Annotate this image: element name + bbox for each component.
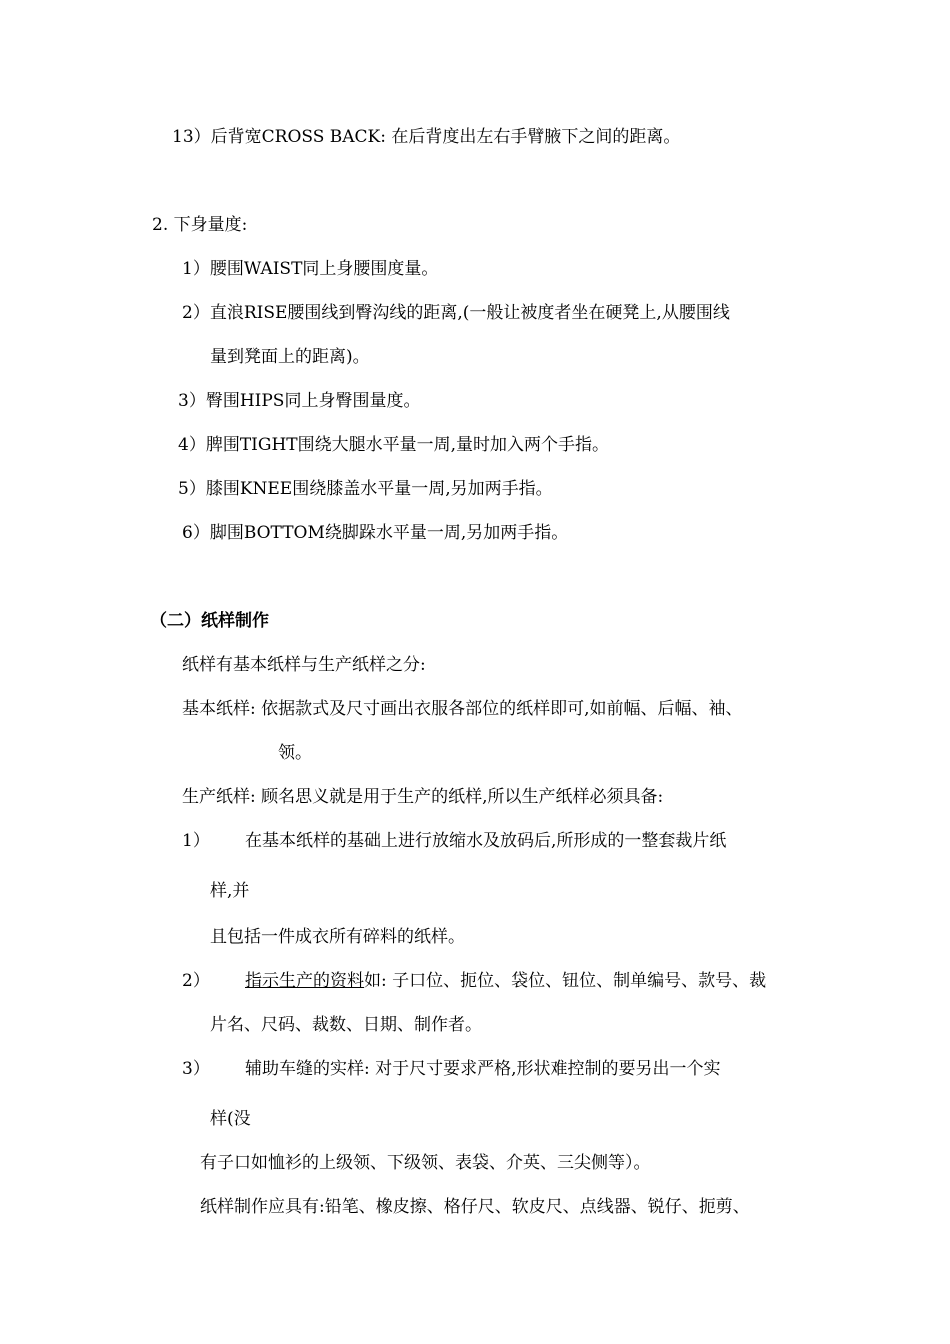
prod-item-1-number: 1）	[182, 831, 210, 851]
measure-item-thigh: 4）脾围TIGHT围绕大腿水平量一周,量时加入两个手指。	[178, 435, 610, 455]
prod-item-3-number: 3）	[182, 1059, 210, 1079]
prod-item-2-cont: 片名、尺码、裁数、日期、制作者。	[210, 1015, 482, 1035]
measure-item-hips: 3）臀围HIPS同上身臀围量度。	[178, 391, 421, 411]
basic-pattern-line1: 基本纸样: 依据款式及尺寸画出衣服各部位的纸样即可,如前幅、后幅、袖、	[182, 699, 743, 719]
measure-item-rise: 2）直浪RISE腰围线到臀沟线的距离,(一般让被度者坐在硬凳上,从腰围线	[182, 303, 730, 323]
basic-pattern-line2: 领。	[278, 743, 312, 763]
pattern-tools-line: 纸样制作应具有:铅笔、橡皮擦、格仔尺、软皮尺、点线器、锐仔、扼剪、	[200, 1197, 750, 1217]
measure-item-waist: 1）腰围WAIST同上身腰围度量。	[182, 259, 439, 279]
prod-item-1-text: 在基本纸样的基础上进行放缩水及放码后,所形成的一整套裁片纸	[245, 831, 727, 851]
prod-item-1-cont2: 且包括一件成衣所有碎料的纸样。	[210, 927, 465, 947]
prod-item-3-cont2: 有子口如恤衫的上级领、下级领、表袋、介英、三尖侧等）。	[200, 1153, 651, 1173]
prod-item-3-cont1: 样(没	[210, 1109, 251, 1129]
prod-item-2-number: 2）	[182, 971, 210, 991]
prod-item-2-underlined: 指示生产的资料	[245, 971, 364, 991]
section-title-pattern-making: （二）纸样制作	[150, 611, 269, 631]
measure-item-bottom: 6）脚围BOTTOM绕脚跺水平量一周,另加两手指。	[182, 523, 569, 543]
measure-item-rise-cont: 量到凳面上的距离)。	[210, 347, 370, 367]
pattern-intro: 纸样有基本纸样与生产纸样之分:	[182, 655, 426, 675]
production-pattern-line: 生产纸样: 顾名思义就是用于生产的纸样,所以生产纸样必须具备:	[182, 787, 664, 807]
measure-item-knee: 5）膝围KNEE围绕膝盖水平量一周,另加两手指。	[178, 479, 553, 499]
prod-item-1-cont1: 样,并	[210, 881, 250, 901]
prod-item-2	[245, 970, 766, 992]
measure-item-cross-back: 13）后背宽CROSS BACK: 在后背度出左右手臂腋下之间的距离。	[172, 127, 681, 147]
prod-item-3-text: 辅助车缝的实样: 对于尺寸要求严格,形状难控制的要另出一个实	[245, 1059, 721, 1079]
lower-body-heading: 2. 下身量度:	[152, 215, 248, 235]
prod-item-2-text: 如: 子口位、扼位、袋位、钮位、制单编号、款号、裁	[364, 971, 767, 991]
